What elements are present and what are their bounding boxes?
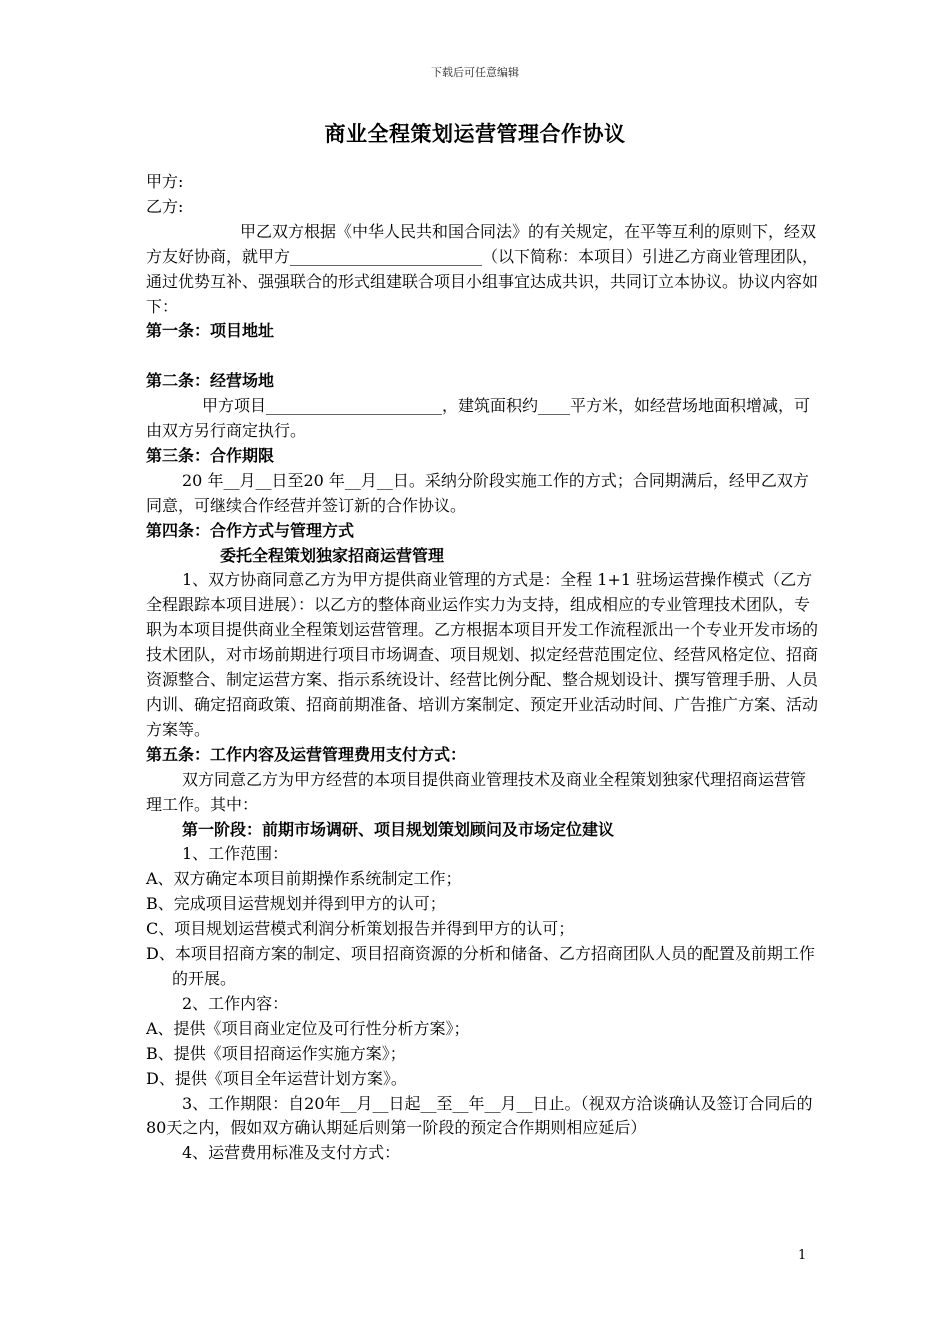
intro-paragraph: 甲乙双方根据《中华人民共和国合同法》的有关规定，在平等互利的原则下，经双方友好协商，就甲方________________________（以下简称：本项目）引进乙方商业管理团队，通过优势互补、强强联合的形式组建联合项目小组事宜达成共识，共同订立本协议。协议内容如下： [146, 221, 819, 316]
article-4-text: 1、双方协商同意乙方为甲方提供商业管理的方式是：全程 1+1 驻场运营操作模式（乙方全程跟踪本项目进展）：以乙方的整体商业运作实力为支持，组成相应的专业管理技术团队，专职为本项目提供商业全程策划运营管理。乙方根据本项目开发工作流程派出一个专业开发市场的技术团队，对市场前期进行项目市场调查、项目规划、拟定经营范围定位、经营风格定位、招商资源整合、制定运营方案、指示系统设计、经营比例分配、整合规划设计、撰写管理手册、人员内训、确定招商政策、招商前期准备、培训方案制定、预定开业活动时间、广告推广方案、活动方案等。 [146, 570, 819, 739]
document-body [146, 170, 818, 1166]
scope-title: 1、工作范围： [182, 844, 289, 864]
article-5-title: 第五条：工作内容及运营管理费用支付方式： [146, 744, 467, 764]
page-header: 下载后可任意编辑 [431, 66, 519, 79]
scope-item: C、项目规划运营模式利润分析策划报告并得到甲方的认可； [146, 919, 575, 939]
content-item: A、提供《项目商业定位及可行性分析方案》； [146, 1018, 470, 1038]
phase-1-title: 第一阶段：前期市场调研、项目规划策划顾问及市场定位建议 [182, 819, 615, 839]
scope-item: A、双方确定本项目前期操作系统制定工作； [146, 869, 462, 889]
article-3-text: 20 年__月__日至20 年__月__日。采纳分阶段实施工作的方式；合同期满后，经甲乙双方同意，可继续合作经营并签订新的合作协议。 [146, 470, 809, 515]
spacer [146, 344, 818, 369]
content-item: B、提供《项目招商运作实施方案》； [146, 1043, 406, 1063]
article-2-title: 第二条：经营场地 [146, 371, 275, 391]
party-b-label: 乙方: [146, 196, 184, 216]
scope-item: D、本项目招商方案的制定、项目招商资源的分析和储备、乙方招商团队人员的配置及前期工作的开展。 [146, 944, 815, 988]
page-number: 1 [798, 1248, 807, 1263]
document-title: 商业全程策划运营管理合作协议 [324, 121, 626, 146]
article-2-text: 甲方项目______________________，建筑面积约____平方米，如经营场地面积增减，可由双方另行商定执行。 [146, 396, 811, 441]
party-a-label: 甲方: [146, 172, 184, 191]
article-4-title: 第四条：合作方式与管理方式 [146, 520, 355, 540]
fee-title: 4、运营费用标准及支付方式： [182, 1143, 401, 1163]
content-title: 2、工作内容： [182, 993, 289, 1013]
article-4-subtitle: 委托全程策划独家招商运营管理 [220, 545, 445, 565]
article-5-text: 双方同意乙方为甲方经营的本项目提供商业管理技术及商业全程策划独家代理招商运营管理工作。其中： [146, 769, 807, 814]
period-text: 3、工作期限：自20年__月__日起__至__年__月__日止。（视双方洽谈确认及签订合同后的80天之内，假如双方确认期延后则第一阶段的预定合作期则相应延后） [146, 1093, 813, 1138]
article-3-title: 第三条：合作期限 [146, 445, 275, 465]
scope-item: B、完成项目运营规划并得到甲方的认可； [146, 894, 446, 914]
content-item: D、提供《项目全年运营计划方案》。 [146, 1068, 407, 1088]
article-1-title: 第一条：项目地址 [146, 321, 275, 341]
